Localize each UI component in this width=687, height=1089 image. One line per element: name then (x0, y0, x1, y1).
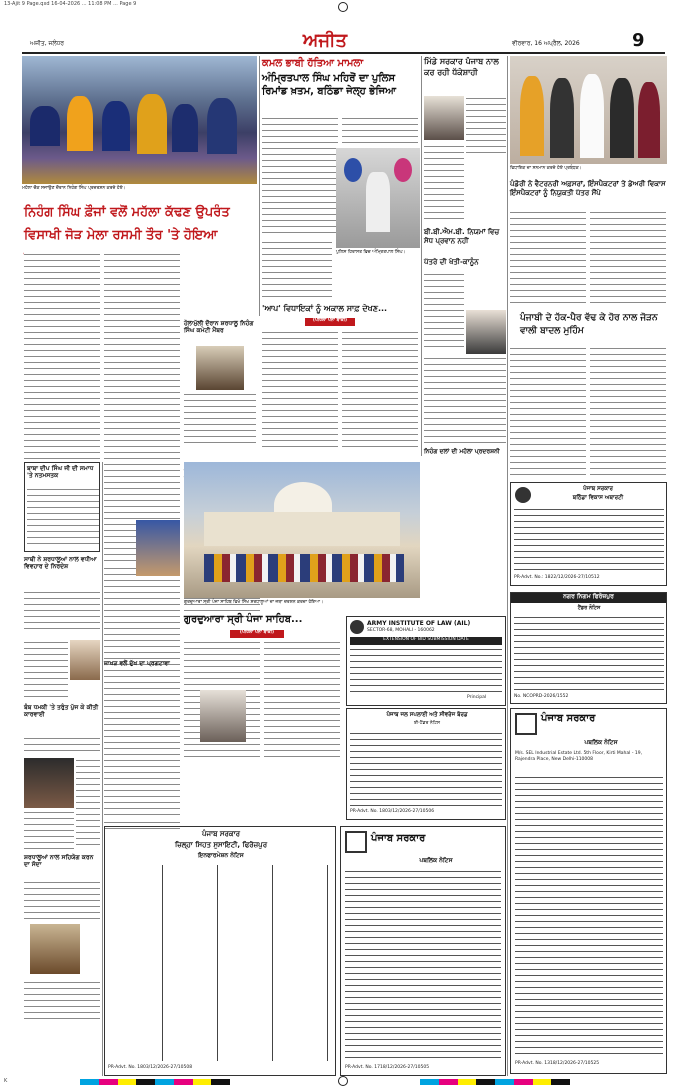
emblem-icon (515, 487, 531, 503)
color-swatch (533, 1079, 552, 1085)
aap-headline: 'ਆਪ' ਵਿਧਾਇਕਾਂ ਨੂੰ ਅਕਾਲ ਸਾਫ਼ ਦੇਖਣ... (262, 304, 388, 313)
column-rule (421, 56, 422, 456)
story-headline: ਸਾਥੀ ਨੇ ਸ਼ਰਧਾਲੂਆਂ ਨਾਲ ਵਧੀਆ ਵਿਵਹਾਰ ਦੇ ਨਿਰਦੇਸ਼ (24, 556, 97, 570)
punjab-emblem-icon (345, 831, 367, 853)
color-swatch (476, 1079, 495, 1085)
right-headline-1: ਪੰਡੋਰੀ ਨੇ ਵੈਟਰਨਰੀ ਅਫ਼ਸਰਾਂ, ਇੰਸਪੈਕਟਰਾਂ ਤੇ ਡੇਅਰੀ ਵਿਕਾਸ ਇੰਸਪੈਕਟਰਾਂ ਨੂੰ ਨਿਯੁਕਤੀ ਪੱਤਰ ਸੌਂਪੇ (510, 180, 666, 197)
column-rule (259, 56, 260, 316)
story-headline: ਸ਼ਰਧਾਲੂਆਂ ਨਾਲ ਸਹਿਯੋਗ ਕਰਨ ਦਾ ਸੱਦਾ (24, 854, 94, 868)
color-bar (80, 1079, 230, 1085)
print-slug: 13-Ajit 9 Page.qxd 16-04-2026 ... 11:08 PM ... Page 9 (4, 1, 137, 7)
boxed-story (24, 462, 100, 552)
felicitation-photo (510, 56, 667, 164)
color-swatch (514, 1079, 533, 1085)
portrait-photo (70, 640, 100, 680)
top-headline: ਅੰਮ੍ਰਿਤਪਾਲ ਸਿੰਘ ਮਹਿਰੋਂ ਦਾ ਪੁਲਿਸ ਰਿਮਾਂਡ ਖ਼ਤਮ, ਬਠਿੰਡਾ ਜੇਲ੍ਹ ਭੇਜਿਆ (262, 73, 396, 97)
ad-subtitle-2: ਇਨਫਾਰਮੇਸ਼ਨ ਨੋਟਿਸ (198, 852, 244, 859)
col3-headline-2: ਬੀ.ਬੀ.ਐਮ.ਬੀ. ਨਿਯਮਾਂ ਵਿਚ ਸੋਧ ਪ੍ਰਵਾਨ ਨਹੀਂ (424, 228, 500, 245)
col3-footer-headline: ਨਿਹੰਗ ਦਲਾਂ ਦੀ ਮਹੱਲਾ ਪ੍ਰਦਰਸ਼ਨੀ (424, 448, 500, 455)
main-headline-line1: ਨਿਹੰਗ ਸਿੰਘ ਫ਼ੌਜਾਂ ਵਲੋਂ ਮਹੱਲਾ ਕੱਢਣ ਉਪਰੰਤ (24, 205, 230, 220)
ad-title: ਨਗਰ ਨਿਗਮ ਫਿਰੋਜ਼ਪੁਰ (511, 593, 666, 603)
color-swatch (155, 1079, 174, 1085)
ad-reference: PR-Advt. No.: 1822/12/2026-27/10512 (514, 575, 600, 580)
column-rule (507, 56, 508, 1076)
story-headline: ਬੰਬ ਧਮਕੀ 'ਤੇ ਤਰੁੰਤ ਪੁੱਜ ਕੇ ਕੀਤੀ ਕਾਰਵਾਈ (24, 704, 99, 718)
col3-headline-3: ਪੱਤਰੇ ਦੀ ਖੇਤੀ-ਕਾਨੂੰਨ (424, 258, 479, 266)
water-supply-tender-ad (346, 708, 506, 820)
ad-title: ARMY INSTITUTE OF LAW (AIL) (367, 620, 471, 627)
section-label: ਅਜੀਤ, ਜਲੰਧਰ (30, 40, 65, 47)
main-story-column-2 (104, 252, 180, 462)
arrest-photo-caption: ਪੁਲਿਸ ਹਿਰਾਸਤ ਵਿਚ ਅੰਮ੍ਰਿਤਪਾਲ ਸਿੰਘ। (336, 250, 406, 255)
story-text (262, 116, 338, 236)
ad-subtitle: ਬਠਿੰਡਾ ਵਿਕਾਸ ਅਥਾਰਟੀ (572, 495, 624, 501)
felicitation-caption: ਵਿਧਾਇਕ ਦਾ ਸਨਮਾਨ ਕਰਦੇ ਹੋਏ ਪ੍ਰਬੰਧਕ। (510, 166, 582, 171)
color-swatch (495, 1079, 514, 1085)
ad-signatory: Principal (467, 695, 487, 700)
ad-subtitle: ਪਬਲਿਕ ਨੋਟਿਸ (584, 739, 618, 746)
health-society-notice-ad (104, 826, 336, 1076)
color-swatch (174, 1079, 193, 1085)
notice-table (108, 865, 332, 1061)
gurdwara-caption: ਗੁਰਦੁਆਰਾ ਸ੍ਰੀ ਪੰਜਾ ਸਾਹਿਬ ਵਿਖੇ ਸਿੱਖ ਸ਼ਰਧਾਲੂਆਂ ਦਾ ਜਥਾ ਦਰਸ਼ਨ ਕਰਦਾ ਹੋਇਆ। (184, 600, 324, 605)
ad-banner: EXTENSION OF BID SUBMISSION DATE (350, 637, 502, 645)
arrest-photo (336, 148, 420, 248)
header-rule (22, 52, 665, 54)
ad-title: ਪੰਜਾਬ ਜਲ ਸਪਲਾਈ ਅਤੇ ਸੀਵਰੇਜ ਬੋਰਡ (386, 712, 468, 718)
color-swatch (80, 1079, 99, 1085)
portrait-photo (136, 520, 180, 576)
page-date: ਵੀਰਵਾਰ, 16 ਅਪ੍ਰੈਲ, 2026 (512, 40, 580, 47)
punjab-public-notice-ad (340, 826, 506, 1076)
print-slug-bottom: K (4, 1078, 8, 1084)
sel-public-notice-ad (510, 708, 667, 1074)
color-swatch (99, 1079, 118, 1085)
punjab-emblem-icon (515, 713, 537, 735)
registration-mark-icon (338, 1076, 348, 1086)
ad-subtitle: ਟੈਂਡਰ ਨੋਟਿਸ (577, 605, 601, 611)
masthead-logo: ਅਜੀਤ (302, 30, 348, 51)
color-swatch (193, 1079, 212, 1085)
color-swatch (551, 1079, 570, 1085)
color-swatch (439, 1079, 458, 1085)
color-swatch (118, 1079, 137, 1085)
color-swatch (211, 1079, 230, 1085)
ad-reference: PR-Advt. No. 1803/12/2026-27/10506 (350, 809, 435, 814)
ad-reference: PR-Advt. No. 1718/12/2026-27/10505 (345, 1065, 430, 1070)
column-rule (102, 462, 103, 1076)
ad-title: ਪੰਜਾਬ ਸਰਕਾਰ (371, 833, 426, 844)
ad-subtitle: ਜ਼ਿਲ੍ਹਾ ਸਿਹਤ ਸੁਸਾਇਟੀ, ਫਿਰੋਜ਼ਪੁਰ (174, 841, 268, 849)
portrait-photo (424, 96, 464, 140)
jakhar-headline: ਜਾਖੜ ਵਲੋਂ ਦੁੱਖ ਦਾ ਪ੍ਰਗਟਾਵਾ (104, 660, 170, 667)
portrait-photo (466, 310, 506, 354)
portrait-photo (200, 690, 246, 742)
photo-caption: ਮਹੱਲਾ ਚੌਕ ਸਜਾਉਣ ਦੌਰਾਨ ਨਿਹੰਗ ਸਿੰਘ ਪ੍ਰਦਰਸ਼ਨ ਕਰਦੇ ਹੋਏ। (22, 186, 126, 191)
color-bar (420, 1079, 570, 1085)
notice-intro: M/s. SEL Industrial Estate Ltd. 5th Floor, Kirti Mahal - 19, Rajendra Place, New Delhi-110008 (515, 751, 643, 762)
main-headline-line2: ਵਿਸਾਖੀ ਜੋੜ ਮੇਲਾ ਰਸਮੀ ਤੌਰ 'ਤੇ ਹੋਇਆ (24, 228, 218, 243)
ad-reference: No. NCOPRD-2026/1552 (514, 694, 569, 699)
col3-headline: ਮਿੱਡੇ ਸਰਕਾਰ ਪੰਜਾਬ ਨਾਲ ਕਰ ਰਹੀ ਧੱਕੇਸ਼ਾਹੀ (424, 57, 499, 77)
nihang-parade-photo (22, 56, 257, 184)
ad-subtitle: ਪਬਲਿਕ ਨੋਟਿਸ (419, 857, 453, 864)
right-headline-2: ਪੰਜਾਬੀ ਦੇ ਹੱਕ-ਪੈਰ ਵੱਢ ਕੇ ਹੋਰ ਨਾਲ ਜੋੜਨ ਵਾਲੀ ਬਾਦਲ ਮੁਹਿੰਮ (520, 313, 658, 336)
boxed-story-headline: ਬਾਬਾ ਦੀਪ ਸਿੰਘ ਜੀ ਦੀ ਸਮਾਧ 'ਤੇ ਨਤਮਸਤਕ (27, 465, 94, 479)
ad-subtitle: ਈ-ਟੈਂਡਰ ਨੋਟਿਸ (414, 721, 440, 726)
continued-badge: (ਪਹਿਲਾ ਪੰਨਾ ਬਾਕੀ) (305, 318, 355, 326)
ad-subtitle: SECTOR-68, MOHALI - 160062 (367, 628, 435, 633)
portrait-photo (196, 346, 244, 390)
portrait-photo (24, 758, 74, 808)
portrait-photo (30, 924, 80, 974)
bathinda-tender-ad (510, 482, 667, 586)
ad-title: ਪੰਜਾਬ ਸਰਕਾਰ (541, 713, 596, 724)
gurdwara-headline: ਗੁਰਦੁਆਰਾ ਸ੍ਰੀ ਪੰਜਾ ਸਾਹਿਬ... (184, 614, 303, 625)
army-institute-ad (346, 616, 506, 706)
ad-reference: PR-Advt. No. 1318/12/2026-27/10525 (515, 1061, 600, 1066)
ad-title: ਪੰਜਾਬ ਸਰਕਾਰ (201, 830, 240, 838)
color-swatch (458, 1079, 477, 1085)
ail-logo-icon (350, 620, 364, 634)
nagar-nigam-ad (510, 592, 667, 704)
page-number: 9 (632, 30, 645, 51)
continued-badge: (ਪਹਿਲਾ ਪੰਨਾ ਬਾਕੀ) (230, 630, 284, 638)
registration-mark-icon (338, 2, 348, 12)
sub-story-headline: ਹੋਲਾਮੁੱਲੀ ਦੌਰਾਨ ਸ਼ਰਧਾਲੂ ਨਿਹੰਗ ਸਿੰਘ ਕਮੇਟੀ ਮੈਂਬਰ (184, 320, 254, 334)
gurdwara-photo (184, 462, 420, 598)
color-swatch (136, 1079, 155, 1085)
ad-reference: PR-Advt. No. 1803/12/2026-27/10508 (108, 1065, 193, 1070)
ad-title: ਪੰਜਾਬ ਸਰਕਾਰ (583, 486, 613, 492)
top-kicker: ਕਮਲ ਭਾਬੀ ਹੱਤਿਆ ਮਾਮਲਾ (262, 58, 364, 69)
main-story-column-1 (24, 252, 100, 462)
color-swatch (420, 1079, 439, 1085)
